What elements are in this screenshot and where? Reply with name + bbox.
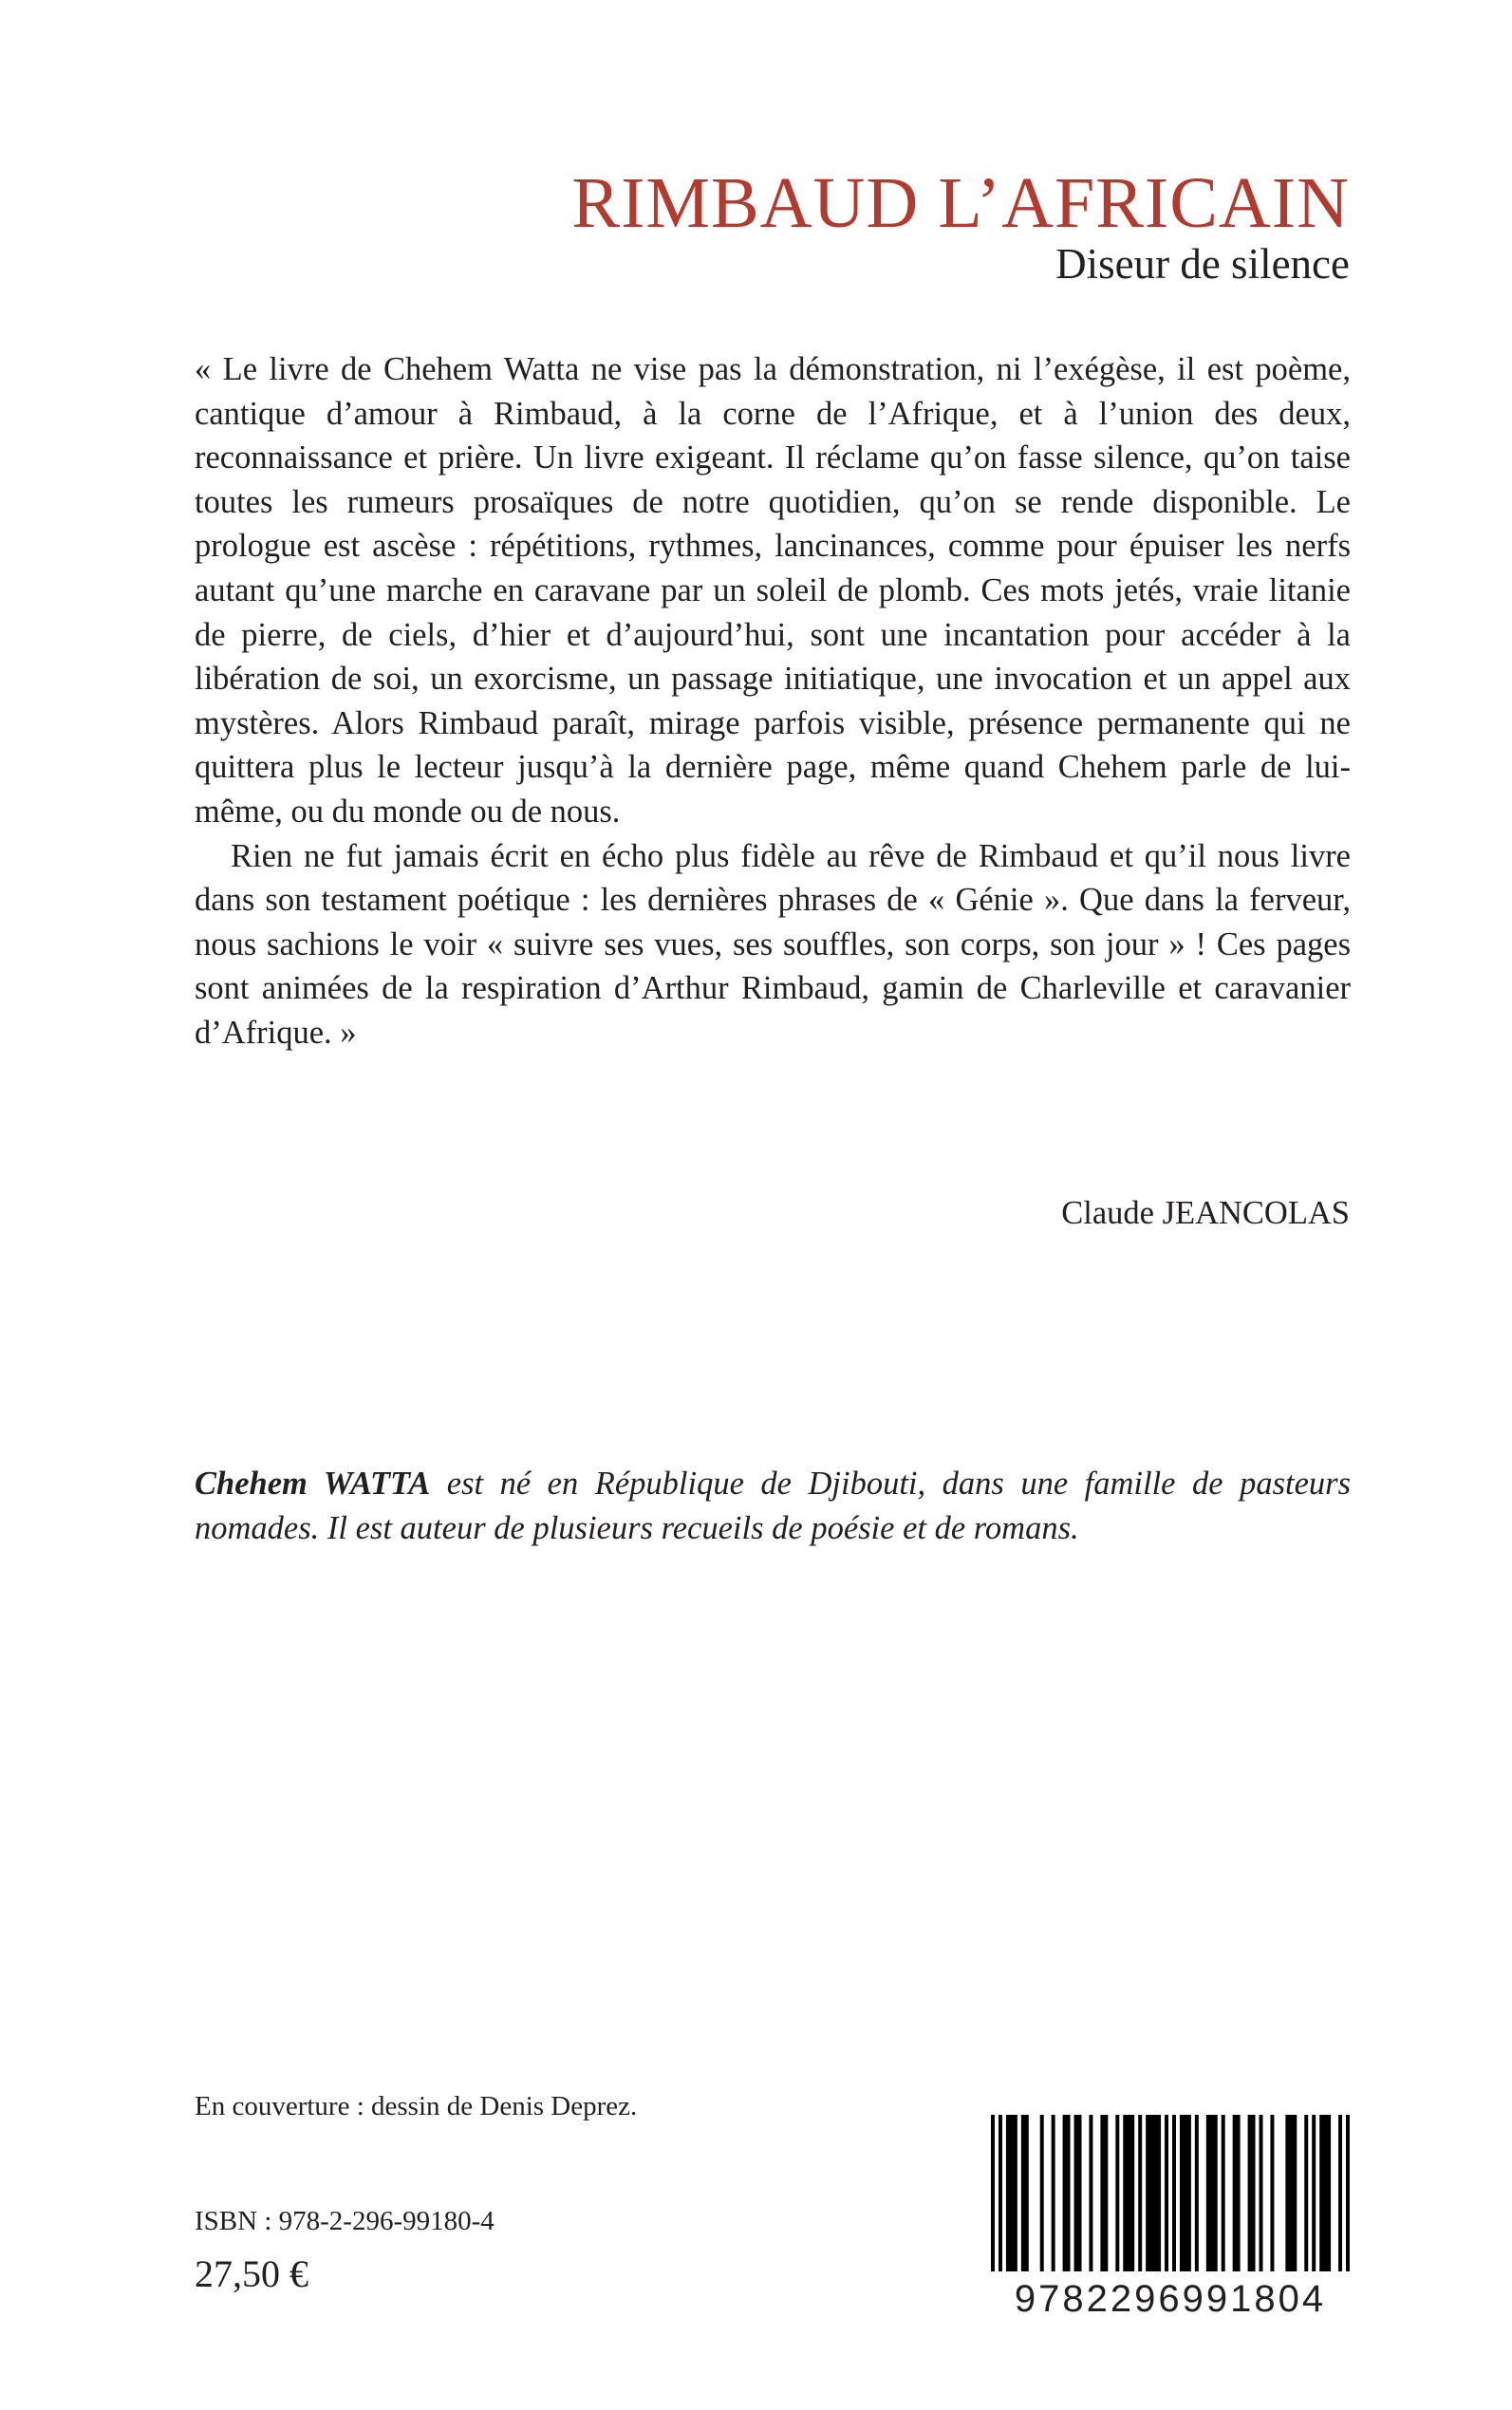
price: 27,50 €	[195, 2252, 308, 2295]
back-cover-quote	[195, 347, 1351, 1056]
quote-signature: Claude JEANCOLAS	[1061, 1195, 1350, 1231]
author-bio-text: est né en République de Djibouti, dans une famille de pasteurs nomades. Il est auteur de plusieurs recueils de poésie et de romans.	[195, 1466, 1352, 1546]
quote-paragraph-2: Rien ne fut jamais écrit en écho plus fidèle au rêve de Rimbaud et qu’il nous livre dans son testament poétique : les dernières phrases de « Génie ». Que dans la ferveur, nous sachions le voir « suivre ses vues, ses souffles, son corps, son jour » ! Ces pages sont animées de la respiration d’Arthur Rimbaud, gamin de Charleville et caravanier d’Afrique. »	[195, 837, 1351, 1051]
book-subtitle: Diseur de silence	[1055, 240, 1350, 288]
isbn: ISBN : 978-2-296-99180-4	[195, 2206, 495, 2236]
barcode	[991, 2115, 1350, 2327]
author-name: Chehem WATTA	[195, 1466, 431, 1502]
author-bio	[195, 1462, 1351, 1550]
quote-paragraph-1: « Le livre de Chehem Watta ne vise pas la démonstration, ni l’exégèse, il est poème, cantique d’amour à Rimbaud, à la corne de l’Afrique, et à l’union des deux, reconnaissance et prière. Un livre exigeant. Il réclame qu’on fasse silence, qu’on taise toutes les rumeurs prosaïques de notre quotidien, qu’on se rende disponible. Le prologue est ascèse : répétitions, rythmes, lancinances, comme pour épuiser les nerfs autant qu’une marche en caravane par un soleil de plomb. Ces mots jetés, vraie litanie de pierre, de ciels, d’hier et d’aujourd’hui, sont une incantation pour accéder à la libération de soi, un exorcisme, un passage initiatique, une invocation et un appel aux mystères. Alors Rimbaud paraît, mirage parfois visible, présence permanente qui ne quittera plus le lecteur jusqu’à la dernière page, même quand Chehem parle de lui-même, ou du monde ou de nous.	[195, 351, 1351, 830]
cover-credit: En couverture : dessin de Denis Deprez.	[195, 2091, 638, 2121]
book-title: RIMBAUD L’AFRICAIN	[571, 163, 1350, 243]
barcode-digits: 9782296991804	[991, 2271, 1350, 2327]
